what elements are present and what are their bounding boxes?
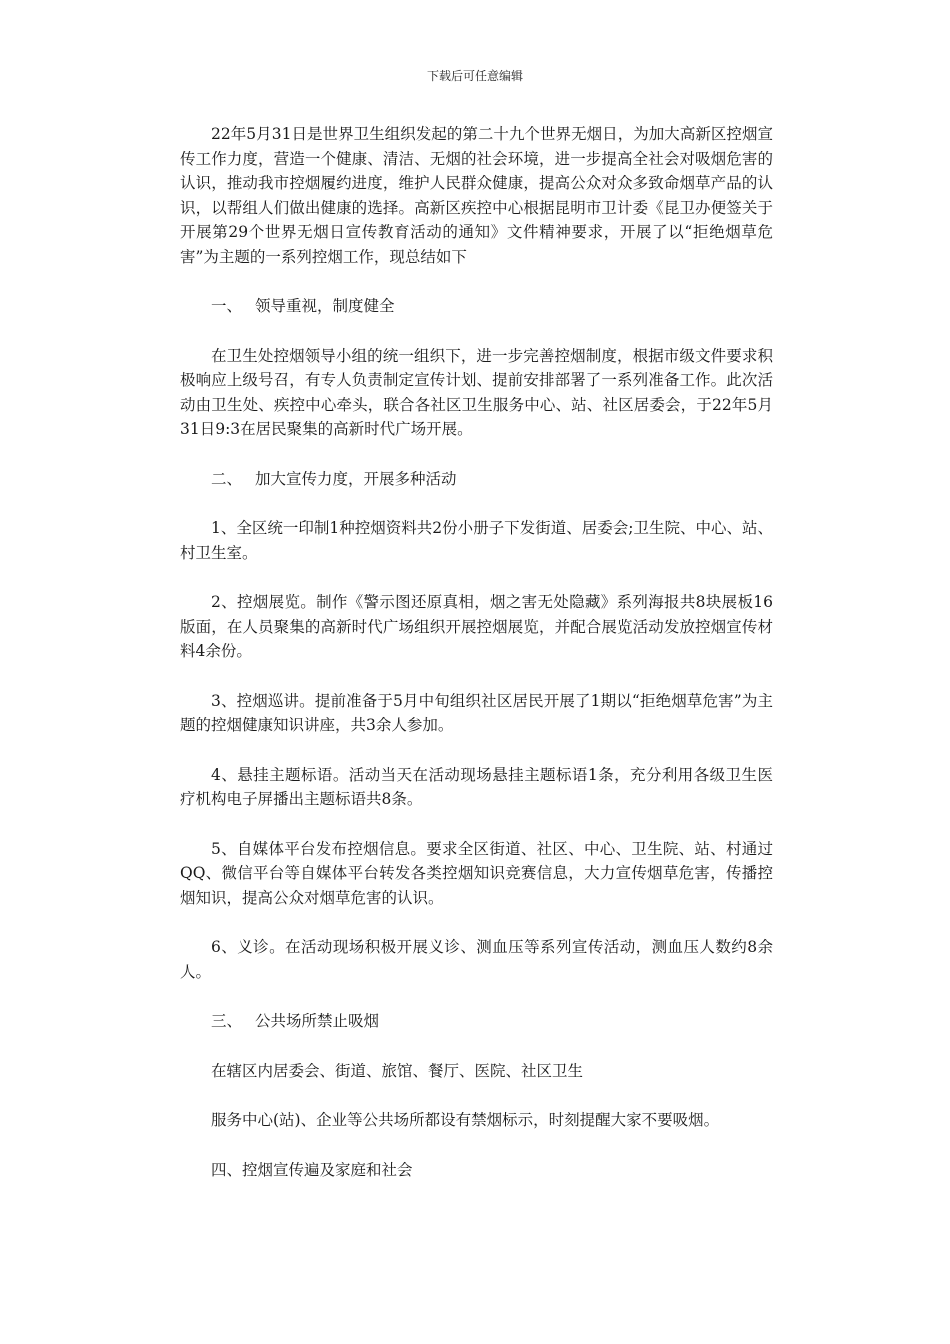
section-3-paragraph-b: 服务中心(站)、企业等公共场所都设有禁烟标示，时刻提醒大家不要吸烟。: [211, 1111, 720, 1129]
section-title: 加大宣传力度，开展多种活动: [255, 469, 457, 488]
section-1-paragraph: 在卫生处控烟领导小组的统一组织下，进一步完善控烟制度，根据市级文件要求积极响应上级号召，有专人负责制定宣传计划、提前安排部署了一系列准备工作。此次活动由卫生处、疾控中心牵头，联合各社区卫生服务中心、站、社区居委会，于22年5月31日9:3在居民聚集的高新时代广场开展。: [180, 346, 773, 438]
section-heading-2: [180, 467, 773, 492]
section-heading-4: [180, 1158, 773, 1183]
section-3-paragraph-a: 在辖区内居委会、街道、旅馆、餐厅、医院、社区卫生: [211, 1061, 584, 1080]
section-title: 公共场所禁止吸烟: [255, 1012, 380, 1030]
list-item-6: 6、义诊。在活动现场积极开展义诊、测血压等系列宣传活动，测血压人数约8余人。: [180, 938, 773, 981]
document-body: [180, 122, 773, 1207]
list-item-4: 4、悬挂主题标语。活动当天在活动现场悬挂主题标语1条，充分利用各级卫生医疗机构电子屏播出主题标语共8条。: [180, 765, 773, 808]
list-item-3: 3、控烟巡讲。提前准备于5月中旬组织社区居民开展了1期以“拒绝烟草危害”为主题的控烟健康知识讲座，共3余人参加。: [180, 691, 773, 734]
list-item-2: 2、控烟展览。制作《警示图还原真相，烟之害无处隐藏》系列海报共8块展板16版面，在人员聚集的高新时代广场组织开展控烟展览，并配合展览活动发放控烟宣传材料4余份。: [180, 593, 773, 660]
list-item-1: 1、全区统一印制1种控烟资料共2份小册子下发街道、居委会;卫生院、中心、站、村卫生室。: [180, 519, 773, 562]
intro-paragraph: 22年5月31日是世界卫生组织发起的第二十九个世界无烟日，为加大高新区控烟宣传工作力度，营造一个健康、清洁、无烟的社会环境，进一步提高全社会对吸烟危害的认识，推动我市控烟履约进度，维护人民群众健康，提高公众对众多致命烟草产品的认识，以帮组人们做出健康的选择。高新区疾控中心根据昆明市卫计委《昆卫办便签关于开展第29个世界无烟日宣传教育活动的通知》文件精神要求，开展了以“拒绝烟草危害”为主题的一系列控烟工作，现总结如下: [180, 125, 773, 266]
section-number: 二、: [211, 469, 243, 488]
section-heading-1: [180, 294, 773, 319]
section-title: 领导重视，制度健全: [255, 297, 395, 315]
section-number: 一、: [211, 297, 243, 315]
section-number: 四、: [211, 1160, 243, 1179]
list-item-5: 5、自媒体平台发布控烟信息。要求全区街道、社区、中心、卫生院、站、村通过QQ、微信平台等自媒体平台转发各类控烟知识竞赛信息，大力宣传烟草危害，传播控烟知识，提高公众对烟草危害的认识。: [180, 839, 773, 907]
section-title: 控烟宣传遍及家庭和社会: [242, 1160, 413, 1179]
section-number: 三、: [211, 1012, 243, 1030]
page-header: 下载后可任意编辑: [426, 69, 523, 83]
section-heading-3: [180, 1009, 773, 1034]
